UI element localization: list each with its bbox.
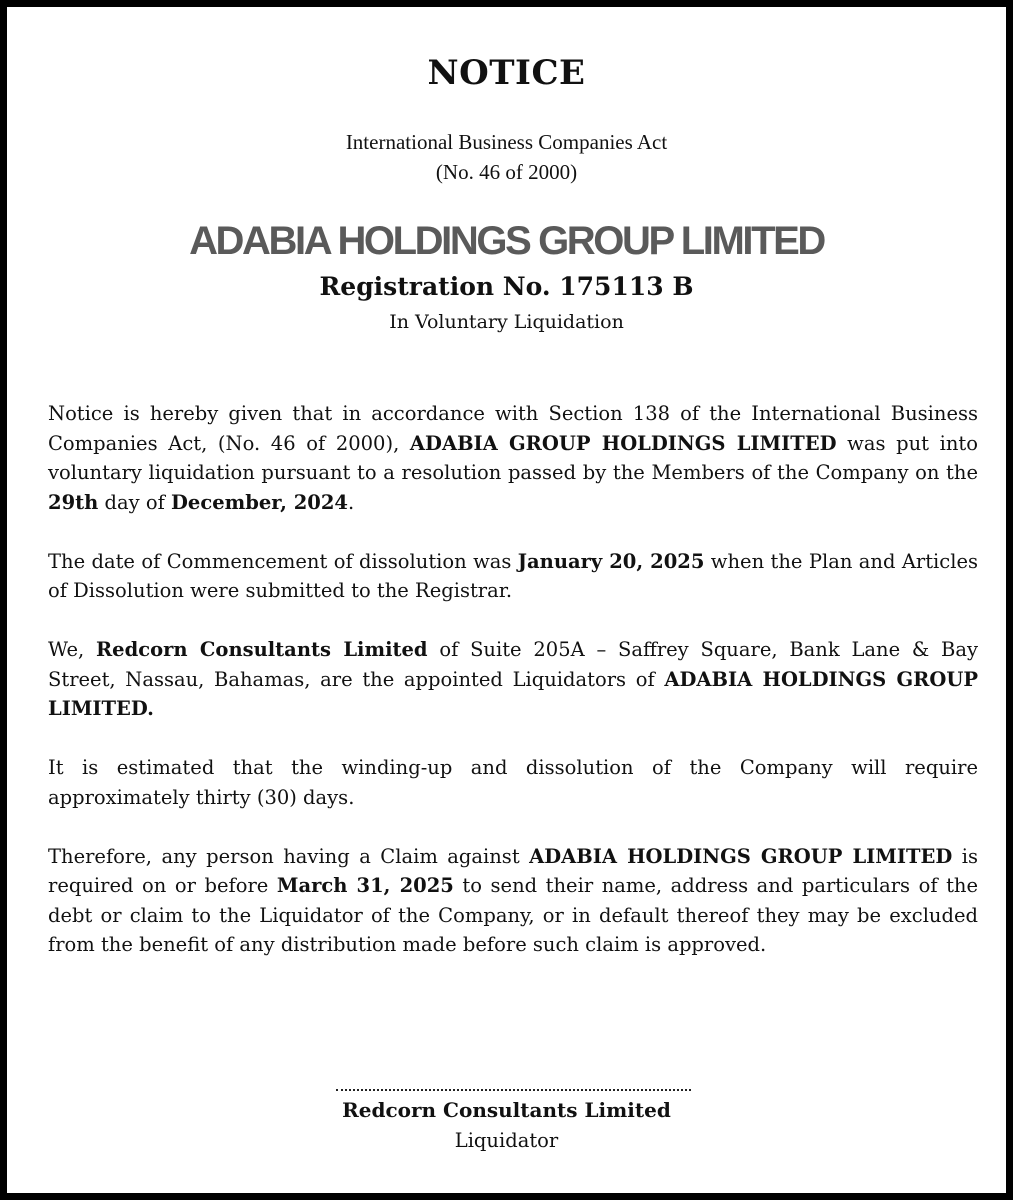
- paragraph-text: to send their name, address and particulars of the debt or claim to the Liquidator of the Company, or in default thereof they may be excluded from the benefit of any distribution made before such claim is approved.: [48, 874, 979, 956]
- company-name-bold: ADABIA HOLDINGS GROUP LIMITED: [529, 844, 953, 868]
- paragraph-text: was put into voluntary liquidation pursuant to a resolution passed by the Members of the Company on the: [48, 431, 978, 484]
- paragraph-text: when the Plan and Articles of Dissolution were submitted to the Registrar.: [48, 549, 978, 602]
- paragraph-text: Therefore, any person having a Claim against: [48, 844, 530, 868]
- liquidation-status: In Voluntary Liquidation: [389, 311, 624, 333]
- signatory-name: Redcorn Consultants Limited: [342, 1098, 671, 1122]
- paragraph-text: is required on or before: [48, 844, 978, 897]
- liquidator-name-bold: Redcorn Consultants Limited: [95, 638, 428, 661]
- company-name-bold: ADABIA HOLDINGS GROUP LIMITED.: [48, 667, 978, 720]
- act-reference: [7, 127, 1006, 187]
- resolution-day: 29th: [48, 490, 99, 514]
- paragraph-claims: [48, 842, 978, 960]
- paragraph-notice-given: [48, 399, 978, 517]
- paragraph-liquidators: [48, 635, 978, 724]
- resolution-month-year: December, 2024: [171, 490, 348, 514]
- claim-deadline: March 31, 2025: [276, 874, 454, 897]
- notice-title: NOTICE: [427, 53, 586, 93]
- notice-body: [48, 399, 978, 989]
- paragraph-commencement: [48, 547, 978, 606]
- company-name-bold: ADABIA GROUP HOLDINGS LIMITED: [409, 431, 837, 455]
- paragraph-estimate: [48, 753, 978, 812]
- paragraph-text: We,: [48, 638, 96, 661]
- registration-number: Registration No. 175113 B: [319, 272, 694, 301]
- act-number: (No. 46 of 2000): [435, 160, 578, 184]
- act-name: International Business Companies Act: [345, 130, 668, 154]
- signatory-role: Liquidator: [454, 1129, 559, 1152]
- paragraph-text: of Suite 205A – Saffrey Square, Bank Lane & Bay Street, Nassau, Bahamas, are the appointed Liquidators of: [48, 638, 978, 691]
- paragraph-text: The date of Commencement of dissolution was: [48, 549, 518, 573]
- signature-line: [336, 1089, 691, 1091]
- paragraph-text: It is estimated that the winding-up and dissolution of the Company will require approximately thirty (30) days.: [48, 756, 978, 809]
- paragraph-text: Notice is hereby given that in accordance with Section 138 of the International Business Companies Act, (No. 46 of 2000),: [48, 402, 978, 455]
- paragraph-text: .: [348, 490, 355, 514]
- commencement-date: January 20, 2025: [517, 549, 705, 573]
- paragraph-text: day of: [98, 490, 172, 514]
- company-name: ADABIA HOLDINGS GROUP LIMITED: [189, 219, 824, 263]
